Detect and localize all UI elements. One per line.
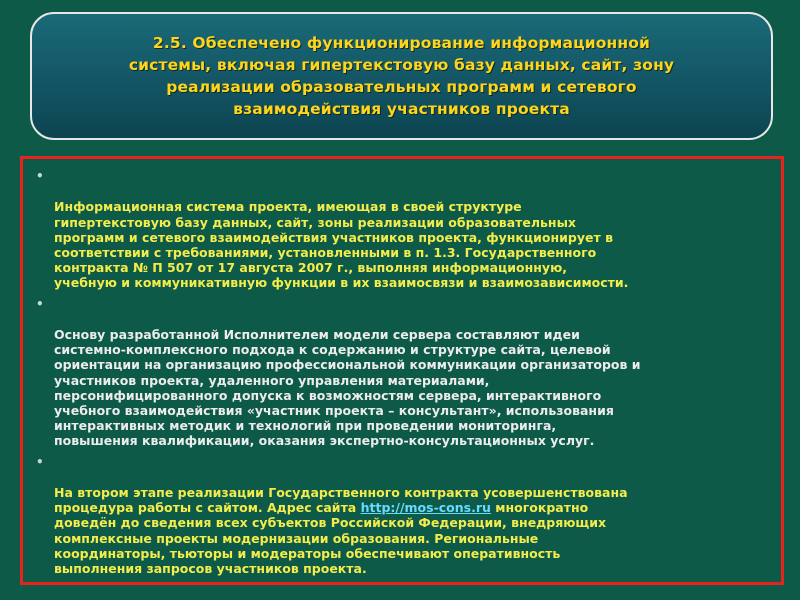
slide-title: 2.5. Обеспечено функционирование информационной системы, включая гипертекстовую базу данных, сайт, зону реализации образовательных программ и сетевого взаимодействия участников проекта	[128, 34, 675, 118]
bullet-text: Основу разработанной Исполнителем модели сервера составляют идеи системно-комплексного подхода к содержанию и структуре сайта, целевой ориентации на организацию профессиональной коммуникации организаторов и участников проекта, удаленного управления материалами, персонифицированного допуска к возможностям сервера, интерактивного учебного взаимодействия «участник проекта – консультант», использования интерактивных методик и технологий при проведении мониторинга, повышения квалификации, оказания экспертно-консультационных услуг.	[54, 327, 641, 449]
content-box	[20, 156, 784, 585]
bullet-dot-icon: •	[36, 296, 44, 311]
bullet-item	[33, 455, 769, 577]
site-link[interactable]: http://mos-cons.ru	[360, 500, 491, 516]
bullet-dot-icon: •	[36, 454, 44, 469]
bullet-dot-icon: •	[36, 169, 44, 183]
bullet-list	[33, 169, 769, 576]
slide-title-box	[30, 12, 773, 140]
bullet-text: Информационная система проекта, имеющая в своей структуре гипертекстовую базу данных, сайт, зоны реализации образовательных программ и сетевого взаимодействия участников проекта, функционирует в соответствии с требованиями, установленными в п. 1.3. Государственного контракта № П 507 от 17 августа 2007 г., выполняя информационную, учебную и коммуникативную функции в их взаимосвязи и взаимозависимости.	[54, 199, 629, 291]
bullet-item	[33, 297, 769, 449]
bullet-item	[33, 169, 769, 291]
bullet-text-after-link: многократно доведён до сведения всех субъектов Российской Федерации, внедряющих комплексные проекты модернизации образования. Региональные координаторы, тьюторы и модераторы обеспечивают оперативность выполнения запросов участников проекта.	[54, 500, 607, 577]
bullet-text-before-link: На втором этапе реализации Государственного контракта усовершенствована процедура работы с сайтом. Адрес сайта	[54, 485, 628, 516]
